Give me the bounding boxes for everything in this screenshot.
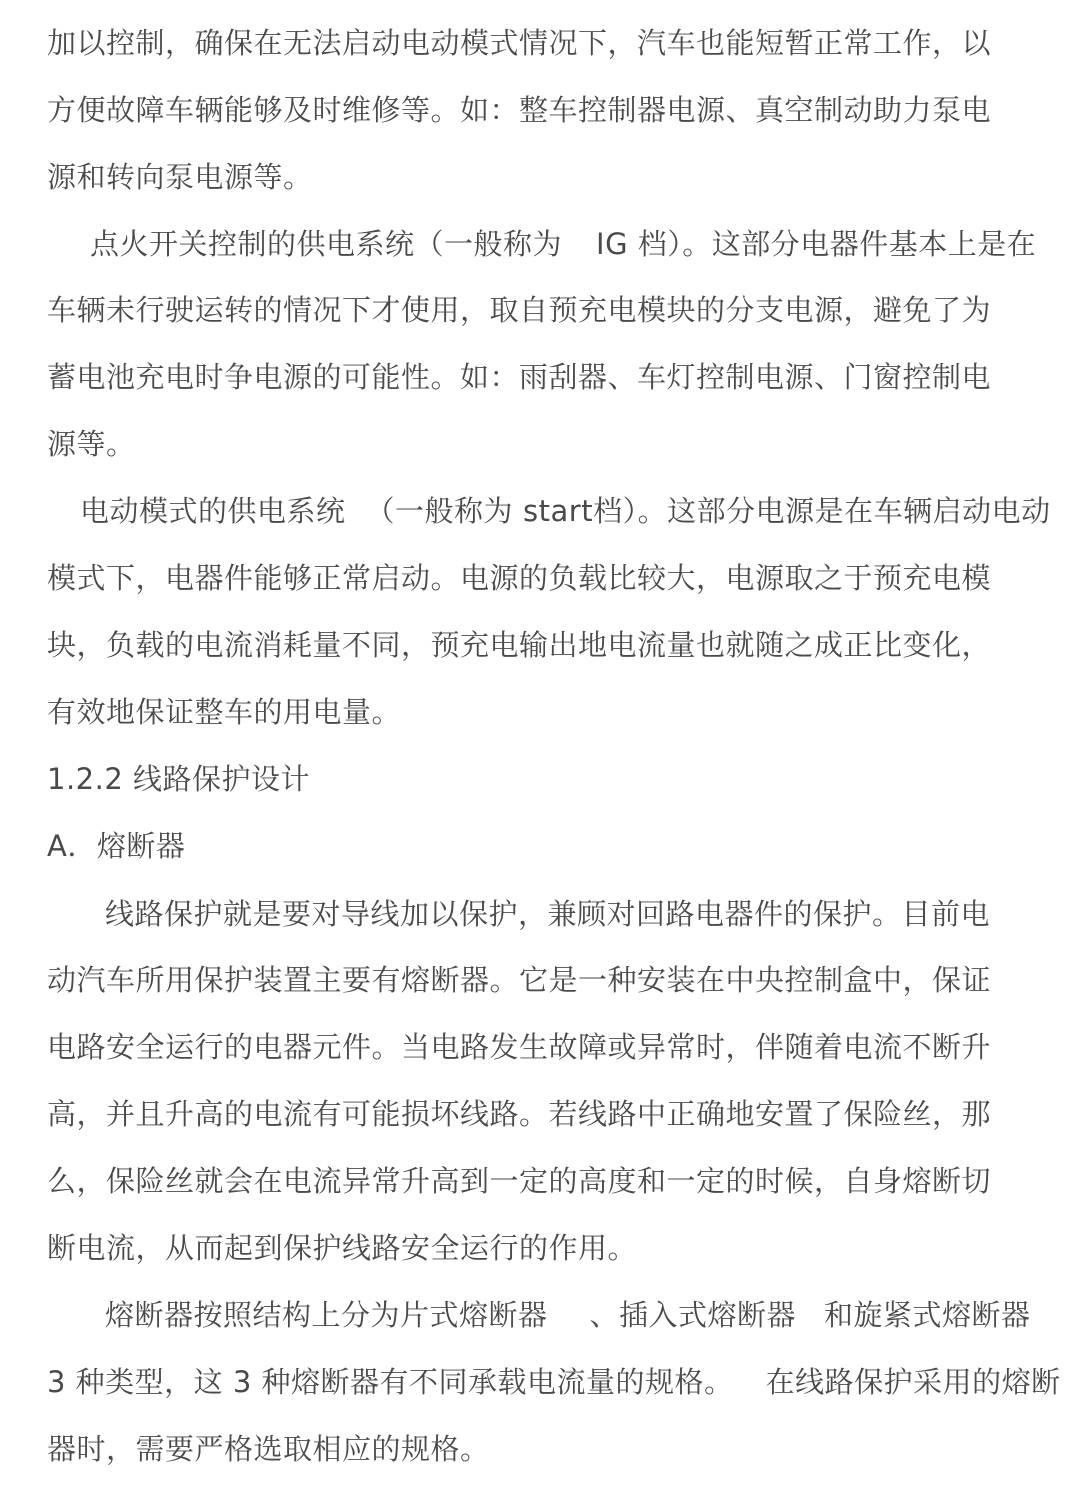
para2-line-4: 源等。 — [47, 427, 136, 461]
para3-line-1-part-a: 电动模式的供电系统 — [80, 494, 346, 528]
para2-line-1-part-a: 点火开关控制的供电系统（一般称为 — [90, 227, 563, 261]
para4-line-1: 线路保护就是要对导线加以保护，兼顾对回路电器件的保护。目前电 — [105, 897, 991, 931]
para5-line-2-part-a: 3 种类型，这 3 种熔断器有不同承载电流量的规格。 — [47, 1365, 734, 1399]
para5-line-1-part-c: 和旋紧式熔断器 — [824, 1298, 1031, 1332]
para3-line-4: 有效地保证整车的用电量。 — [47, 695, 402, 729]
para5-line-2-part-b: 在线路保护采用的熔断 — [765, 1365, 1061, 1399]
para3-line-3: 块，负载的电流消耗量不同，预充电输出地电流量也就随之成正比变化， — [47, 628, 992, 662]
para2-line-1 — [90, 226, 1036, 262]
para3-line-1-part-b: （一般称为 — [365, 494, 514, 528]
subheading: A．熔断器 — [47, 829, 186, 863]
para4-line-5: 么，保险丝就会在电流异常升高到一定的高度和一定的时候，自身熔断切 — [47, 1164, 992, 1198]
para3-line-1 — [80, 493, 1051, 529]
para1-line-2: 方便故障车辆能够及时维修等。如：整车控制器电源、真空制动助力泵电 — [47, 93, 992, 127]
para2-line-2: 车辆未行驶运转的情况下才使用，取自预充电模块的分支电源，避免了为 — [47, 293, 992, 327]
para1-line-3: 源和转向泵电源等。 — [47, 160, 313, 194]
para5-line-1-part-a: 熔断器按照结构上分为片式熔断器 — [105, 1298, 548, 1332]
para4-line-3: 电路安全运行的电器元件。当电路发生故障或异常时，伴随着电流不断升 — [47, 1030, 992, 1064]
para4-line-2: 动汽车所用保护装置主要有熔断器。它是一种安装在中央控制盒中，保证 — [47, 963, 992, 997]
para2-line-1-part-b: IG 档）。这部分电器件基本上是在 — [596, 227, 1037, 261]
para4-line-6: 断电流，从而起到保护线路安全运行的作用。 — [47, 1231, 638, 1265]
para5-line-1-part-b: 、插入式熔断器 — [589, 1298, 797, 1332]
para5-line-2 — [47, 1364, 1061, 1400]
para2-line-3: 蓄电池充电时争电源的可能性。如：雨刮器、车灯控制电源、门窗控制电 — [47, 360, 992, 394]
para5-line-3: 器时，需要严格选取相应的规格。 — [47, 1432, 490, 1466]
section-heading: 1.2.2 线路保护设计 — [47, 762, 311, 796]
para1-line-1: 加以控制，确保在无法启动电动模式情况下，汽车也能短暂正常工作，以 — [47, 26, 992, 60]
para3-line-2: 模式下，电器件能够正常启动。电源的负载比较大，电源取之于预充电模 — [47, 561, 992, 595]
para3-line-1-part-c: start档）。这部分电源是在车辆启动电动 — [523, 494, 1051, 528]
para5-line-1 — [105, 1297, 1031, 1333]
para4-line-4: 高，并且升高的电流有可能损坏线路。若线路中正确地安置了保险丝，那 — [47, 1097, 992, 1131]
